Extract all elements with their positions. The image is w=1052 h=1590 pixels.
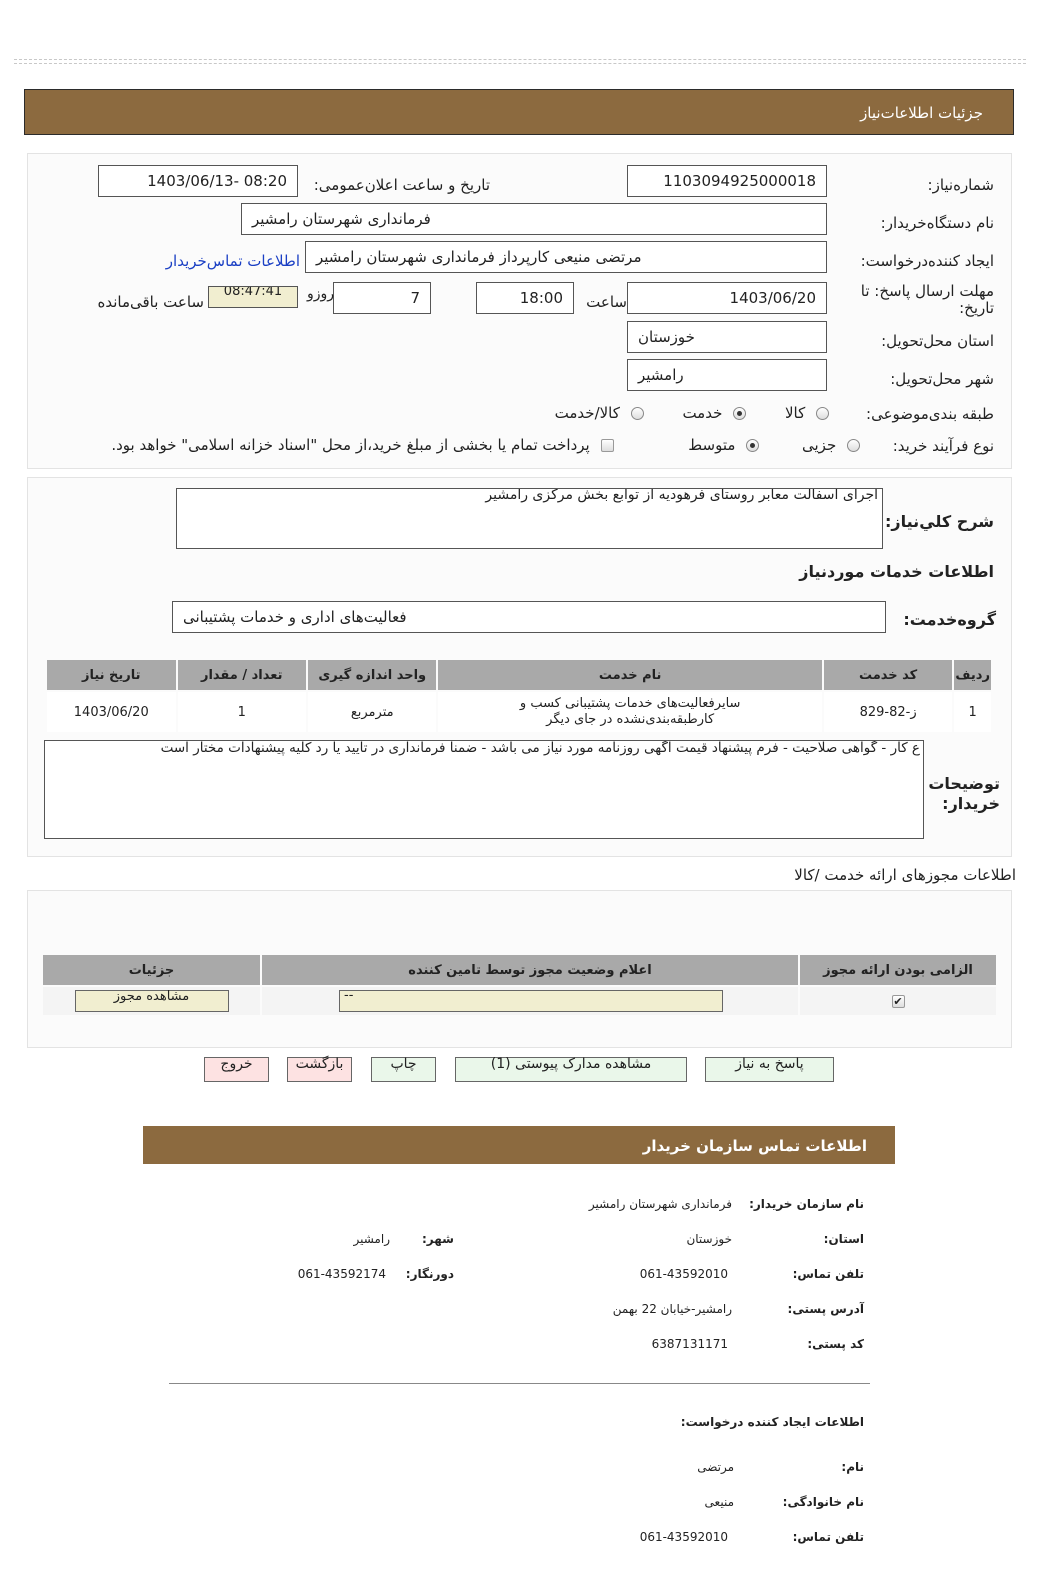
- description-textarea[interactable]: اجرای اسفالت معابر روستای فرهودیه از توابع بخش مرکزی رامشیر: [176, 488, 883, 549]
- contact-phone-label: تلفن تماس:: [792, 1267, 864, 1281]
- deadline-time-label: ساعت: [586, 293, 627, 311]
- permits-table: [41, 953, 998, 1017]
- remaining-time-field: 08:47:41: [208, 286, 298, 308]
- contact-province-label: استان:: [823, 1232, 864, 1246]
- process-radio-medium[interactable]: [746, 439, 759, 452]
- category-option-goods: کالا: [784, 404, 806, 422]
- contact-postal: 6387131171: [651, 1337, 728, 1351]
- cell-service-code: ز-82-829: [824, 692, 952, 732]
- category-label: طبقه بندی‌موضوعی:: [866, 405, 994, 423]
- category-option-service: خدمت: [682, 404, 723, 422]
- contact-postal-label: کد پستی:: [807, 1337, 864, 1351]
- process-option-medium: متوسط: [688, 436, 736, 454]
- services-table: [45, 658, 993, 734]
- city-field: رامشیر: [627, 359, 827, 391]
- category-radio-service[interactable]: [733, 407, 746, 420]
- process-label: نوع فرآیند خرید:: [892, 437, 994, 455]
- attachments-button[interactable]: مشاهده مدارک پیوستی (1): [455, 1057, 687, 1082]
- service-name-text: سایرفعالیت‌های خدمات پشتیبانی کسب و کارطبقه‌بندی‌نشده در جای دیگر: [519, 696, 741, 727]
- category-radio-goods[interactable]: [816, 407, 829, 420]
- description-label: شرح کلي‌نياز:: [885, 512, 994, 531]
- days-field: 7: [333, 282, 431, 314]
- requester-label: ایجاد کننده‌درخواست:: [860, 252, 994, 270]
- col-permit-required: الزامی بودن ارائه مجوز: [800, 955, 996, 985]
- contact-city: رامشیر: [353, 1232, 390, 1246]
- col-need-date: تاریخ نیاز: [47, 660, 176, 690]
- col-permit-status: اعلام وضعیت مجوز توسط تامین کننده: [262, 955, 798, 985]
- treasury-payment-note: پرداخت تمام یا بخشی از مبلغ خرید،از محل "اسناد خزانه اسلامی" خواهد بود.: [111, 436, 590, 454]
- creator-name-label: نام:: [841, 1460, 864, 1474]
- table-row: [47, 692, 991, 732]
- col-permit-details: جزئیات: [43, 955, 260, 985]
- deadline-label: مهلت ارسال پاسخ: تا تاریخ:: [860, 282, 994, 317]
- print-button[interactable]: چاپ: [371, 1057, 436, 1082]
- process-radio-minor[interactable]: [847, 439, 860, 452]
- table-row: [43, 987, 996, 1015]
- creator-phone-label: تلفن تماس:: [792, 1530, 864, 1544]
- contact-org-label: نام سازمان خریدار:: [749, 1197, 864, 1211]
- buyer-notes-textarea[interactable]: ع کار - گواهی صلاحیت - فرم پیشنهاد قیمت اگهی روزنامه مورد نیاز می باشد - ضمنا فرمانداری در تایید یا رد کلیه پیشنهادات مختار است: [44, 740, 924, 839]
- province-field: خوزستان: [627, 321, 827, 353]
- back-button[interactable]: بازگشت: [287, 1057, 352, 1082]
- contact-divider: [169, 1383, 870, 1384]
- announce-field: 1403/06/13- 08:20: [98, 165, 298, 197]
- service-group-label: گروه‌خدمت:: [903, 610, 996, 629]
- contact-address: رامشیر-خیابان 22 بهمن: [612, 1302, 732, 1316]
- contact-address-label: آدرس پستی:: [787, 1302, 864, 1316]
- contact-phone: 061-43592010: [639, 1267, 728, 1281]
- buyer-contact-link[interactable]: اطلاعات تماس‌خریدار: [165, 252, 300, 270]
- treasury-payment-checkbox[interactable]: [601, 439, 614, 452]
- contact-title: اطلاعات تماس سازمان خریدار: [642, 1137, 867, 1155]
- col-row: ردیف: [954, 660, 991, 690]
- reply-button[interactable]: پاسخ به نیاز: [705, 1057, 834, 1082]
- cell-need-date: 1403/06/20: [47, 692, 176, 732]
- deadline-date-field: 1403/06/20: [627, 282, 827, 314]
- creator-family: منیعی: [704, 1495, 734, 1509]
- col-service-code: کد خدمت: [824, 660, 952, 690]
- col-unit: واحد اندازه گیری: [308, 660, 436, 690]
- cell-permit-status: [262, 987, 798, 1015]
- cell-quantity: 1: [178, 692, 306, 732]
- cell-permit-details: [43, 987, 260, 1015]
- days-label: روزو: [306, 286, 334, 302]
- col-quantity: تعداد / مقدار: [178, 660, 306, 690]
- remaining-label: ساعت باقی‌مانده: [97, 293, 204, 311]
- city-label: شهر محل‌تحویل:: [890, 370, 994, 388]
- requester-field: مرتضی منیعی کارپرداز فرمانداری شهرستان رامشیر: [305, 241, 827, 273]
- buyer-org-field: فرمانداری شهرستان رامشیر: [241, 203, 827, 235]
- process-radio-group: [111, 436, 860, 454]
- page-title: جزئیات اطلاعات‌نیاز: [860, 104, 983, 122]
- contact-org: فرمانداری شهرستان رامشیر: [588, 1197, 732, 1211]
- cell-unit: مترمربع: [308, 692, 436, 732]
- creator-name: مرتضی: [697, 1460, 734, 1474]
- exit-button[interactable]: خروج: [204, 1057, 269, 1082]
- service-group-field: فعالیت‌های اداری و خدمات پشتیبانی: [172, 601, 886, 633]
- creator-family-label: نام خانوادگی:: [782, 1495, 864, 1509]
- creator-phone: 061-43592010: [639, 1530, 728, 1544]
- services-section-title: اطلاعات خدمات موردنیاز: [799, 562, 994, 581]
- category-option-goods-service: کالا/خدمت: [554, 404, 620, 422]
- category-radio-goods-service[interactable]: [631, 407, 644, 420]
- col-service-name: نام خدمت: [438, 660, 821, 690]
- contact-fax-label: دورنگار:: [405, 1267, 454, 1281]
- contact-city-label: شهر:: [422, 1232, 454, 1246]
- buyer-notes-label: توضیحات خریدار:: [928, 774, 1000, 813]
- cell-service-name: [438, 692, 821, 732]
- cell-row: 1: [954, 692, 991, 732]
- deadline-time-field: 18:00: [476, 282, 574, 314]
- view-permit-button[interactable]: مشاهده مجوز: [75, 990, 229, 1012]
- permit-status-field[interactable]: --: [339, 990, 723, 1012]
- cell-permit-required: [800, 987, 996, 1015]
- announce-label: تاریخ و ساعت اعلان‌عمومی:: [313, 176, 490, 194]
- category-radio-group: [555, 404, 829, 422]
- province-label: استان محل‌تحویل:: [881, 332, 994, 350]
- buyer-org-label: نام دستگاه‌خریدار:: [880, 214, 994, 232]
- process-option-minor: جزیی: [801, 436, 837, 454]
- page-header: [24, 89, 1014, 135]
- need-number-field: 1103094925000018: [627, 165, 827, 197]
- permits-section-title: اطلاعات مجوزهای ارائه خدمت /کالا: [794, 866, 1016, 884]
- permit-required-checkbox: ✔: [893, 994, 903, 1008]
- contact-fax: 061-43592174: [297, 1267, 386, 1281]
- need-number-label: شماره‌نیاز:: [927, 176, 994, 194]
- contact-header: [143, 1126, 895, 1164]
- contact-province: خوزستان: [686, 1232, 732, 1246]
- creator-section-title: اطلاعات ایجاد کننده درخواست:: [680, 1415, 864, 1429]
